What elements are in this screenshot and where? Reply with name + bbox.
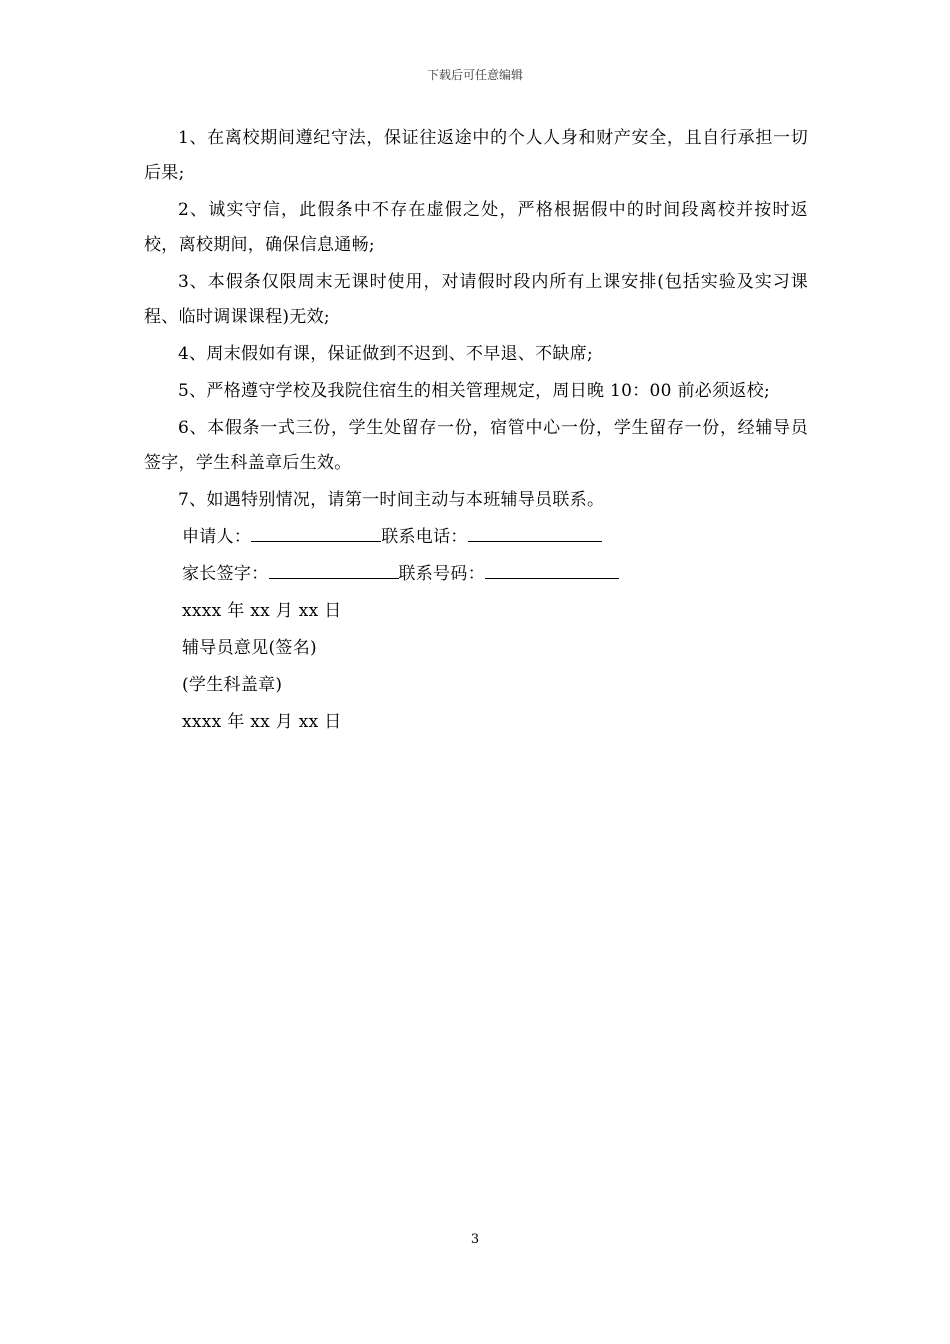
- contact-number-label: 联系号码：: [398, 564, 485, 584]
- date-line-1: xxxx 年 xx 月 xx 日: [182, 601, 342, 621]
- parent-sign-line: [144, 557, 808, 594]
- contact-phone-label: 联系电话：: [381, 527, 468, 547]
- clause-7: 7、如遇特别情况，请第一时间主动与本班辅导员联系。: [178, 490, 605, 510]
- clause-3: 3、本假条仅限周末无课时使用，对请假时段内所有上课安排(包括实验及实习课程、临时调课课程)无效;: [144, 272, 808, 327]
- counselor-opinion: 辅导员意见(签名): [182, 638, 317, 658]
- document-body: [144, 121, 808, 742]
- date-line-2: xxxx 年 xx 月 xx 日: [182, 712, 342, 732]
- applicant-blank[interactable]: [251, 527, 381, 542]
- clause-1: 1、在离校期间遵纪守法，保证往返途中的个人人身和财产安全，且自行承担一切后果;: [144, 128, 808, 183]
- page-number: 3: [470, 1232, 480, 1247]
- contact-number-blank[interactable]: [485, 564, 619, 579]
- clause-4: 4、周末假如有课，保证做到不迟到、不早退、不缺席;: [178, 344, 594, 364]
- page-header: 下载后可任意编辑: [426, 68, 523, 82]
- clause-2: 2、诚实守信，此假条中不存在虚假之处，严格根据假中的时间段离校并按时返校，离校期间，确保信息通畅;: [144, 200, 808, 255]
- parent-sign-label: 家长签字：: [182, 564, 269, 584]
- contact-phone-blank[interactable]: [468, 527, 602, 542]
- applicant-label: 申请人：: [182, 527, 252, 547]
- clause-5: 5、严格遵守学校及我院住宿生的相关管理规定，周日晚 10：00 前必须返校;: [178, 381, 771, 401]
- applicant-line: [144, 520, 808, 557]
- student-office-seal: (学生科盖章): [182, 675, 283, 695]
- clause-6: 6、本假条一式三份，学生处留存一份，宿管中心一份，学生留存一份，经辅导员签字，学生科盖章后生效。: [144, 418, 808, 473]
- parent-sign-blank[interactable]: [269, 564, 399, 579]
